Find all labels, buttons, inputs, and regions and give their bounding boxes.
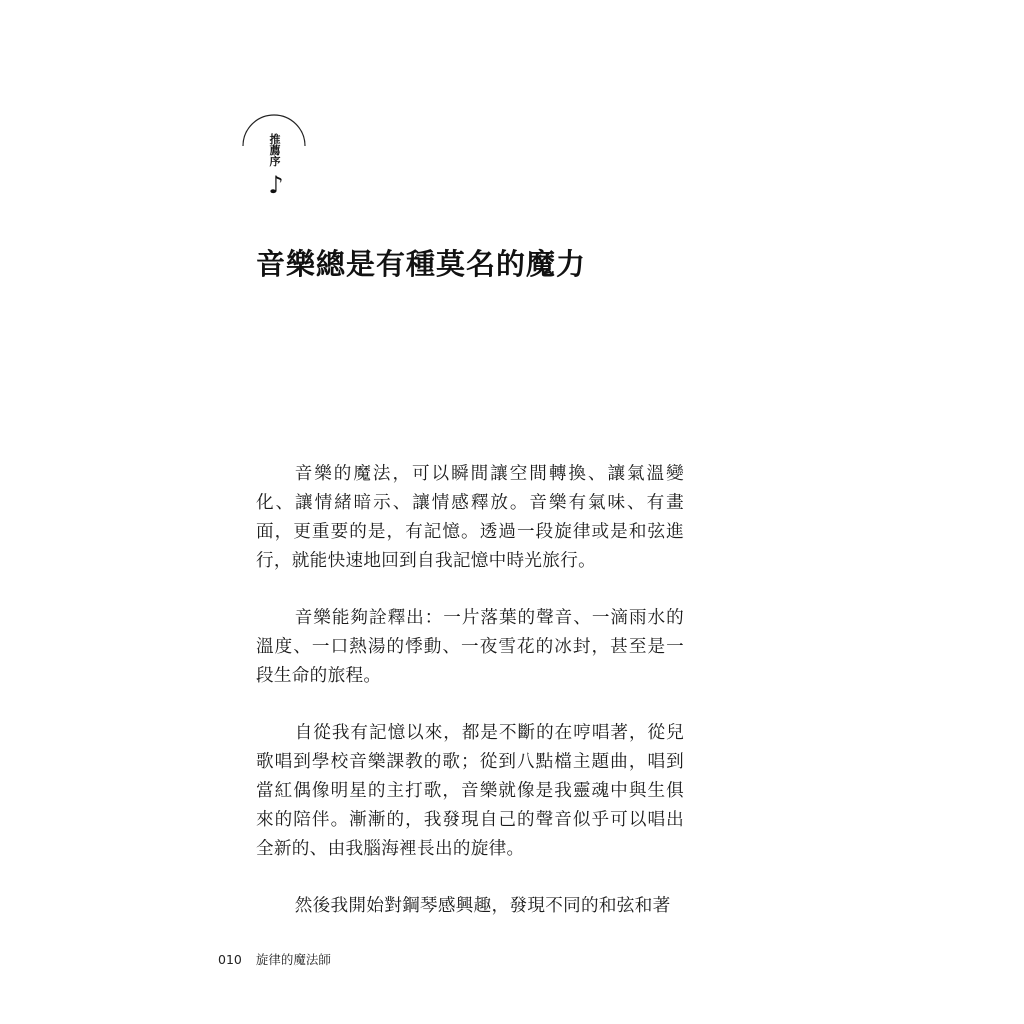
section-label: [267, 134, 283, 167]
section-mark: [241, 108, 307, 208]
book-title: 旋律的魔法師: [255, 952, 331, 967]
page-footer: [218, 950, 331, 970]
paragraph: 音樂能夠詮釋出：一片落葉的聲音、一滴雨水的溫度、一口熱湯的悸動、一夜雪花的冰封，甚至是一段生命的旅程。: [256, 608, 684, 686]
section-label-char: 薦: [269, 144, 281, 157]
music-note-icon: ♪: [268, 171, 284, 199]
section-label-char: 序: [269, 155, 281, 168]
section-label-char: 推: [269, 133, 281, 146]
page-number: 010: [218, 952, 242, 967]
paragraph: 音樂的魔法，可以瞬間讓空間轉換、讓氣溫變化、讓情緒暗示、讓情感釋放。音樂有氣味、有畫面，更重要的是，有記憶。透過一段旋律或是和弦進行，就能快速地回到自我記憶中時光旅行。: [256, 464, 684, 571]
body-text: [256, 460, 684, 949]
paragraph: 自從我有記憶以來，都是不斷的在哼唱著，從兒歌唱到學校音樂課教的歌；從到八點檔主題曲，唱到當紅偶像明星的主打歌，音樂就像是我靈魂中與生俱來的陪伴。漸漸的，我發現自己的聲音似乎可以唱出全新的、由我腦海裡長出的旋律。: [256, 723, 684, 859]
chapter-title: 音樂總是有種莫名的魔力: [256, 247, 587, 281]
paragraph: 然後我開始對鋼琴感興趣，發現不同的和弦和著: [294, 896, 671, 916]
